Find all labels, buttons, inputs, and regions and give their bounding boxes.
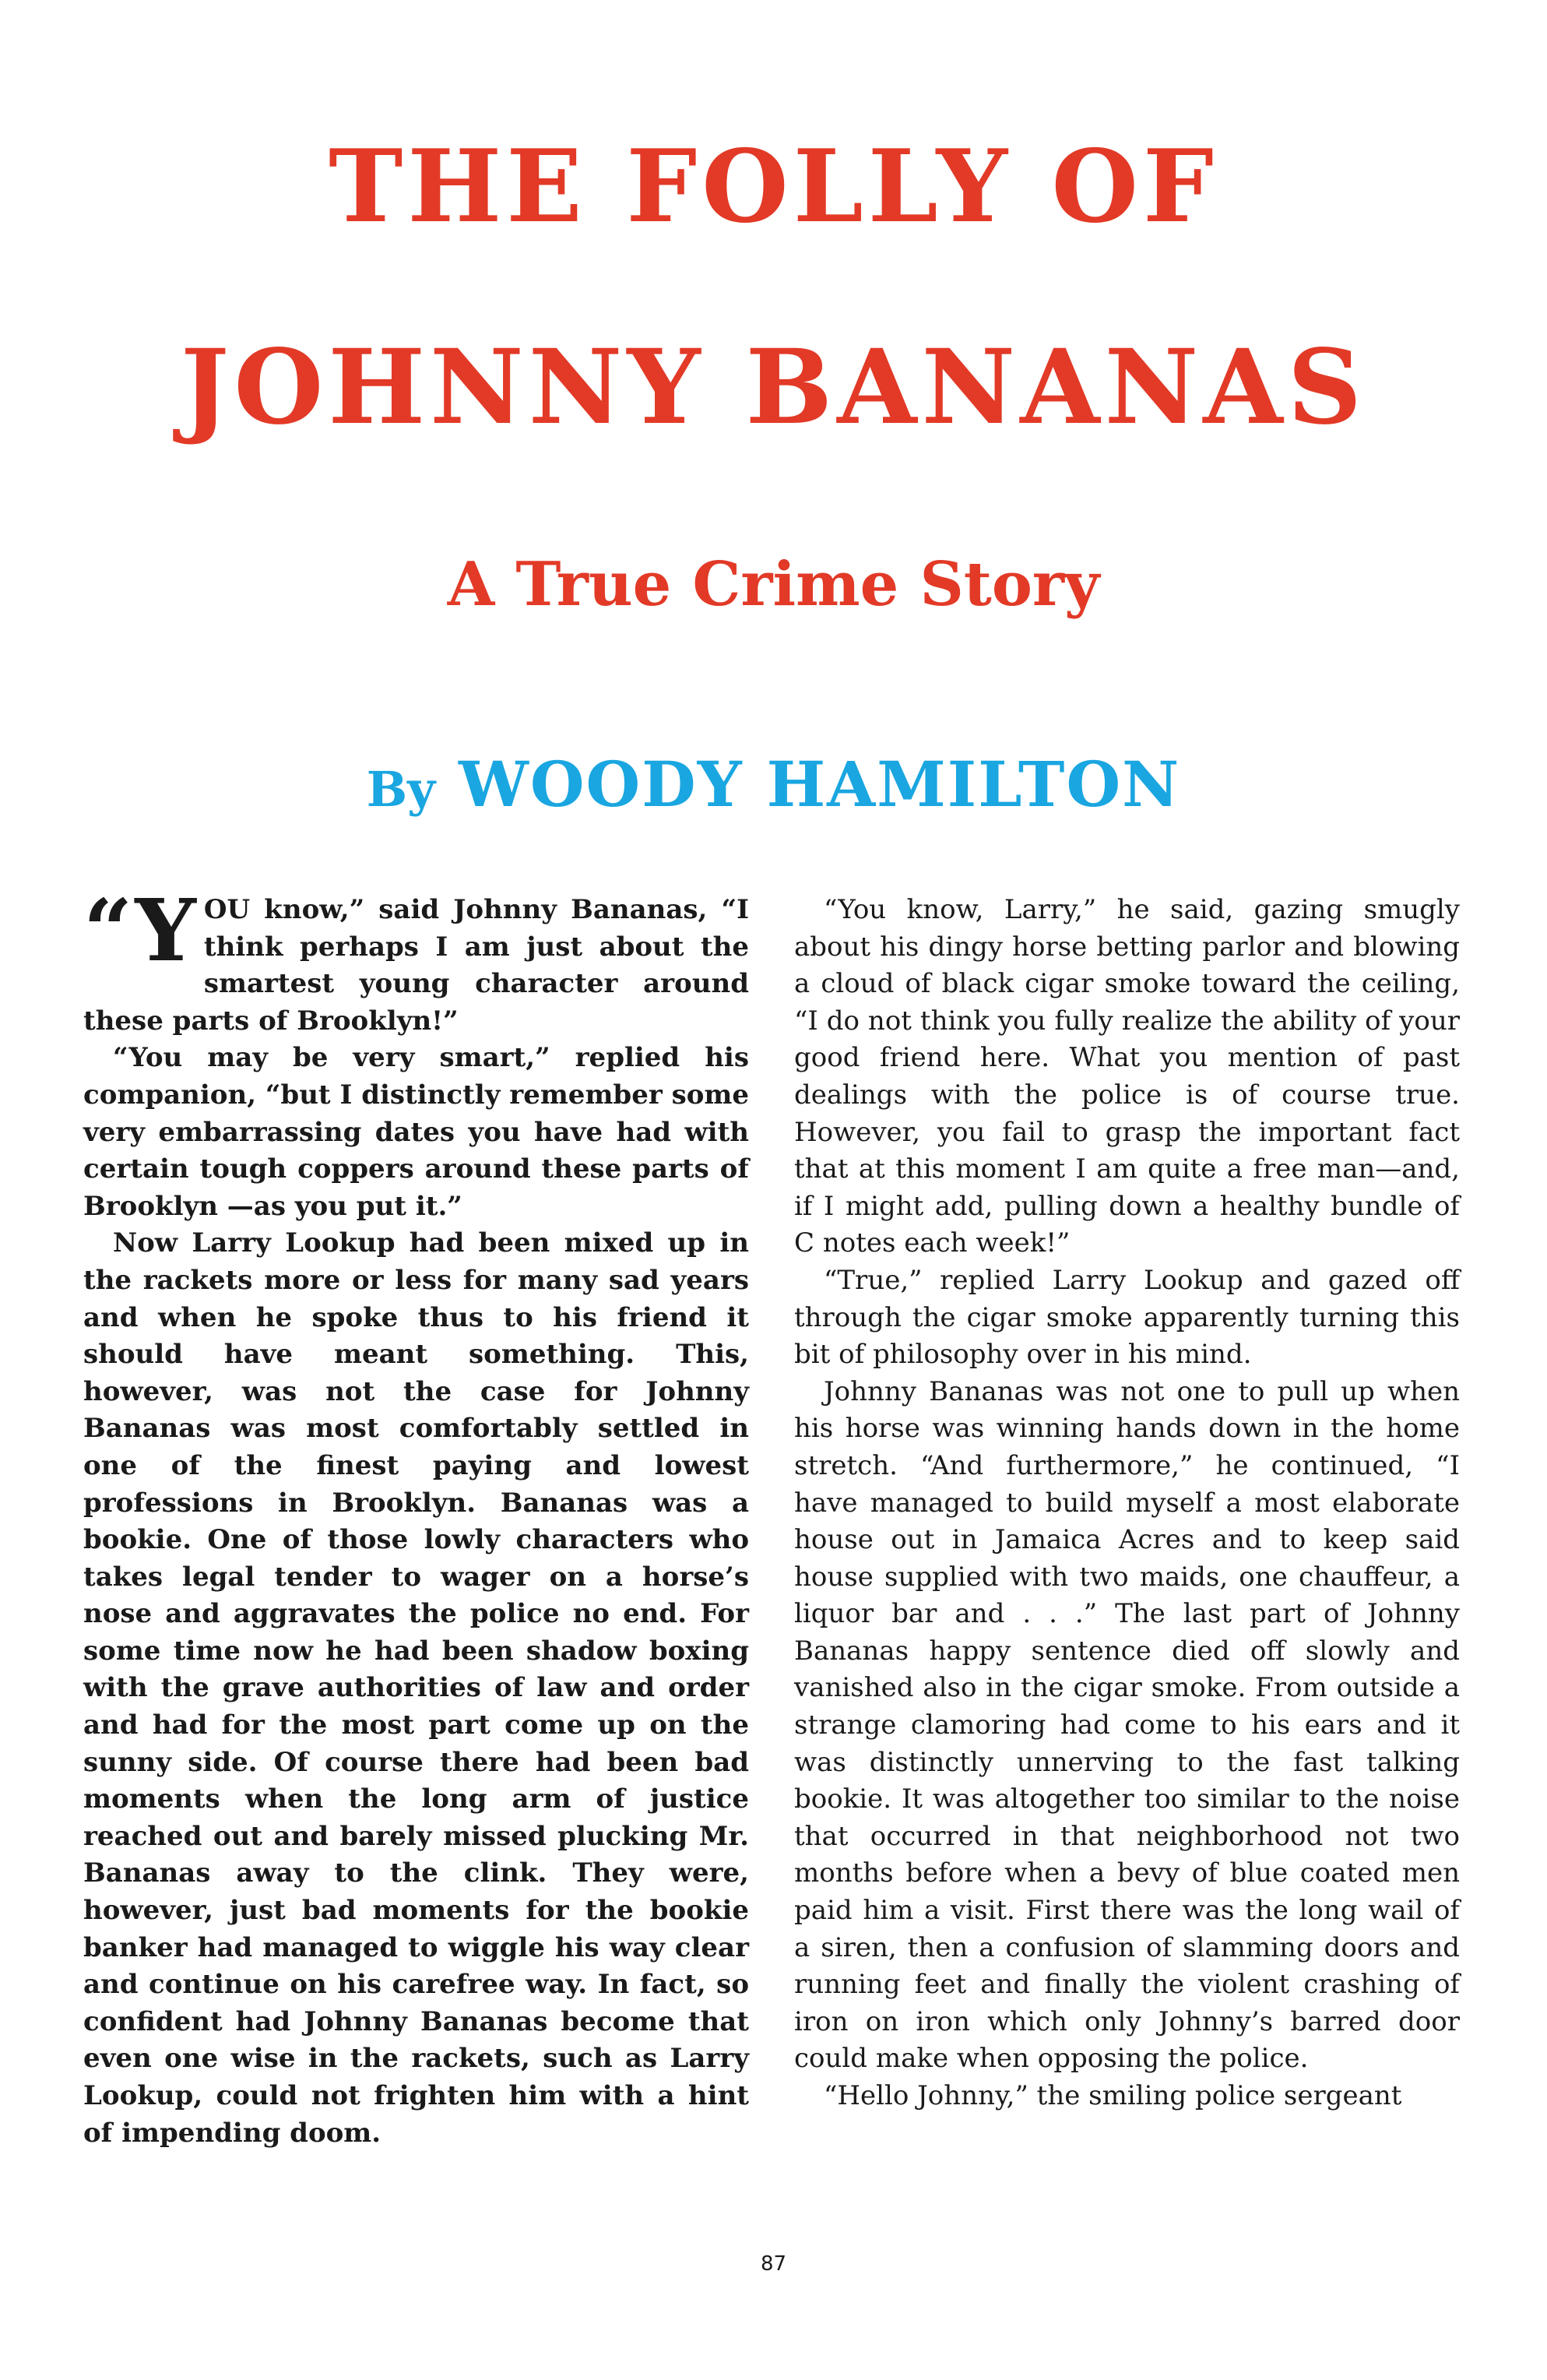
title-line-2: JOHNNY BANANAS bbox=[180, 327, 1367, 448]
drop-cap-letter: Y bbox=[135, 880, 196, 981]
byline-author: WOODY HAMILTON bbox=[459, 748, 1181, 821]
byline-prefix: By bbox=[366, 761, 436, 818]
right-column bbox=[794, 892, 1460, 2115]
right-paragraph-2: “True,” replied Larry Lookup and gazed off through the cigar smoke apparently turning this bit of philosophy over in his mind. bbox=[794, 1264, 1460, 1371]
left-paragraph-1-text: OU know,” said Johnny Bananas, “I think perhaps I am just about the smartest young character around these parts of Brooklyn!” bbox=[83, 894, 749, 1037]
left-paragraph-1 bbox=[83, 880, 749, 1040]
right-paragraph-1: “You know, Larry,” he said, gazing smugly about his dingy horse betting parlor and blowing a cloud of black cigar smoke toward the ceiling, “I do not think you fully realize the ability of your good friend here. What you mention of past dealings with the police is of course true. However, you fail to grasp the important fact that at this moment I am quite a free man—and, if I might add, pulling down a healthy bundle of C notes each week!” bbox=[794, 894, 1460, 1259]
left-paragraph-3: Now Larry Lookup had been mixed up in the rackets more or less for many sad years and when he spoke thus to his friend it should have meant something. This, however, was not the case for Johnny Bananas was most comfortably settled in one of the finest paying and lowest professions in Brooklyn. Bananas was a bookie. One of those lowly characters who takes legal tender to wager on a horse’s nose and aggravates the police no end. For some time now he had been shadow boxing with the grave authorities of law and order and had for the most part come up on the sunny side. Of course there had been bad moments when the long arm of justice reached out and barely missed plucking Mr. Bananas away to the clink. They were, however, just bad moments for the bookie banker had managed to wiggle his way clear and continue on his carefree way. In fact, so confident had Johnny Bananas become that even one wise in the rackets, such as Larry Lookup, could not frighten him with a hint of impending doom. bbox=[83, 1227, 749, 2149]
title-line-1: THE FOLLY OF bbox=[329, 129, 1218, 245]
subtitle: A True Crime Story bbox=[447, 549, 1100, 620]
left-column bbox=[83, 880, 749, 2152]
page-number: 87 bbox=[760, 2252, 787, 2276]
left-paragraph-2: “You may be very smart,” replied his companion, “but I distinctly remember some very embarrassing dates you have had with certain tough coppers around these parts of Brooklyn —as you put it.” bbox=[83, 1042, 749, 1222]
drop-cap-quote: “ bbox=[83, 880, 135, 981]
right-paragraph-3: Johnny Bananas was not one to pull up when his horse was winning hands down in the home stretch. “And furthermore,” he continued, “I have managed to build myself a most elaborate house out in Jamaica Acres and to keep said house supplied with two maids, one chauffeur, a liquor bar and . . .” The last part of Johnny Bananas happy sentence died off slowly and vanished also in the cigar smoke. From outside a strange clamoring had come to his ears and it was distinctly unnerving to the fast talking bookie. It was altogether too similar to the noise that occurred in that neighborhood not two months before when a bevy of blue coated men paid him a visit. First there was the long wail of a siren, then a confusion of slamming doors and running feet and finally the violent crashing of iron on iron which only Johnny’s barred door could make when opposing the police. bbox=[794, 1375, 1460, 2075]
right-paragraph-4: “Hello Johnny,” the smiling police sergeant bbox=[824, 2080, 1402, 2111]
byline bbox=[0, 748, 1547, 821]
drop-cap bbox=[83, 880, 204, 981]
